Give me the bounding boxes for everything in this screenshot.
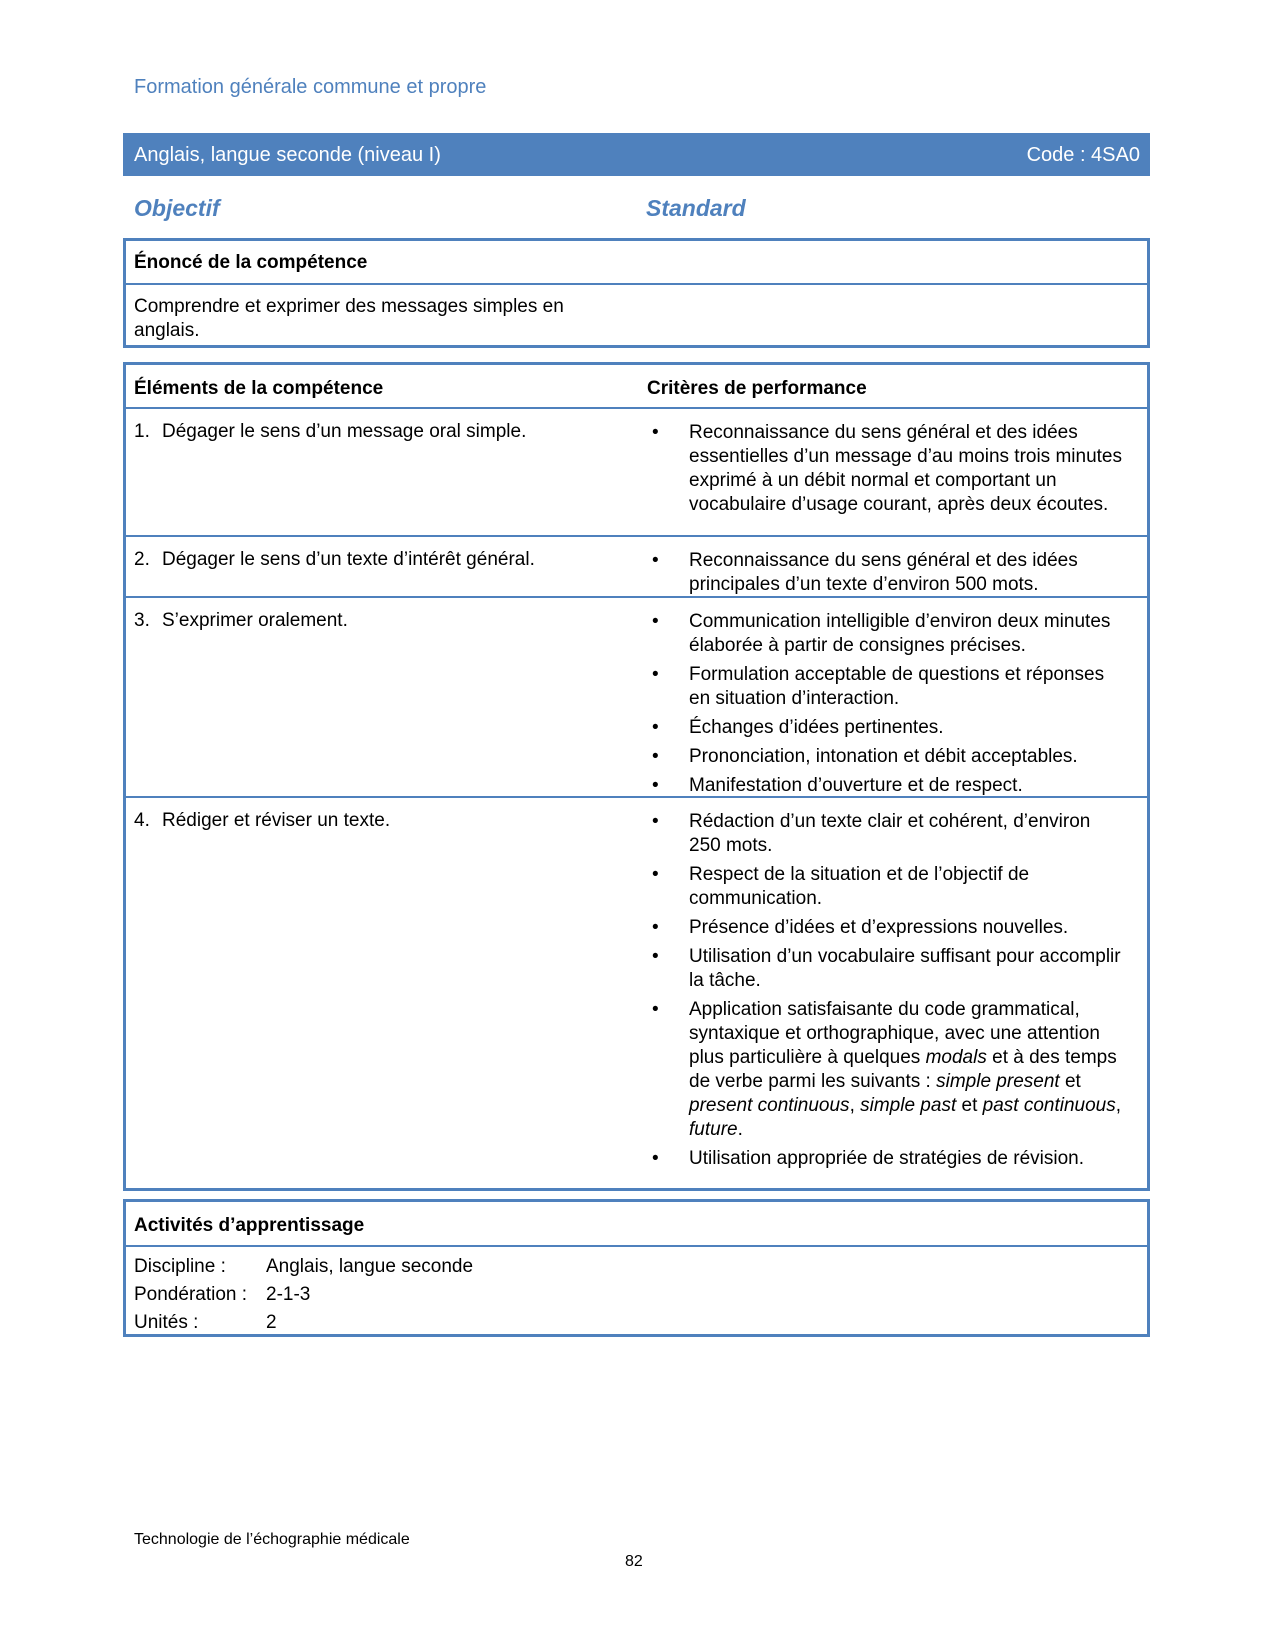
element-number: 2. xyxy=(134,549,150,570)
col-header-elements: Éléments de la compétence xyxy=(134,378,384,399)
element-label: Dégager le sens d’un texte d’intérêt général. xyxy=(162,549,535,570)
table-row xyxy=(126,537,1147,598)
ponderation-line xyxy=(134,1284,310,1306)
activities-header xyxy=(126,1202,1147,1247)
element-label: S’exprimer oralement. xyxy=(162,610,348,631)
criteria-list xyxy=(647,610,1127,803)
criterion-item: • Formulation acceptable de questions et réponses en situation d’interaction. xyxy=(647,663,1127,711)
criterion-item: • Reconnaissance du sens général et des idées principales d’un texte d’environ 500 mots. xyxy=(647,549,1127,597)
criterion-item: • Prononciation, intonation et débit acceptables. xyxy=(647,745,1127,769)
criterion-item: • Échanges d’idées pertinentes. xyxy=(647,716,1127,740)
criterion-item: • Communication intelligible d’environ deux minutes élaborée à partir de consignes précises. xyxy=(647,610,1127,658)
competence-statement: Comprendre et exprimer des messages simples en anglais. xyxy=(134,296,564,341)
criterion-item: • Respect de la situation et de l’objectif de communication. xyxy=(647,863,1127,911)
element-number: 4. xyxy=(134,810,150,831)
element-number: 1. xyxy=(134,421,150,442)
criterion-item: • Rédaction d’un texte clair et cohérent, d’environ 250 mots. xyxy=(647,810,1127,858)
objective-label: Objectif xyxy=(134,195,220,221)
criterion-item: • Utilisation appropriée de stratégies de révision. xyxy=(647,1147,1127,1171)
course-title: Anglais, langue seconde (niveau I) xyxy=(134,144,441,166)
element-text xyxy=(134,421,526,443)
ponderation-label: Pondération : xyxy=(134,1284,248,1305)
element-label: Rédiger et réviser un texte. xyxy=(162,810,391,831)
element-text xyxy=(134,810,390,832)
element-label: Dégager le sens d’un message oral simple. xyxy=(162,421,527,442)
element-number: 3. xyxy=(134,610,150,631)
table-header xyxy=(126,365,1147,409)
col-header-criteria: Critères de performance xyxy=(647,378,867,399)
standard-label: Standard xyxy=(646,195,746,221)
criterion-item: • Utilisation d’un vocabulaire suffisant pour accomplir la tâche. xyxy=(647,945,1127,993)
criterion-item: • Application satisfaisante du code grammatical, syntaxique et orthographique, avec une attention plus particulière à quelques modals et à des temps de verbe parmi les suivants : simple present et present continuous, simple past et past continuous, future. xyxy=(647,998,1127,1142)
criteria-list xyxy=(647,549,1127,602)
criterion-item: • Manifestation d’ouverture et de respect. xyxy=(647,774,1127,798)
footer-program: Technologie de l’échographie médicale xyxy=(134,1531,410,1548)
competence-header xyxy=(126,241,1147,285)
competence-box xyxy=(123,238,1150,348)
criterion-item: • Présence d’idées et d’expressions nouvelles. xyxy=(647,916,1127,940)
element-text xyxy=(134,549,535,571)
header-top-title: Formation générale commune et propre xyxy=(134,76,487,98)
unites-value: 2 xyxy=(266,1312,277,1333)
table-row xyxy=(126,598,1147,798)
unites-line xyxy=(134,1312,277,1334)
discipline-line xyxy=(134,1256,473,1278)
element-text xyxy=(134,610,348,632)
course-code: Code : 4SA0 xyxy=(1026,144,1140,166)
competence-heading: Énoncé de la compétence xyxy=(134,252,368,273)
course-banner xyxy=(123,133,1150,176)
table-row xyxy=(126,409,1147,537)
ponderation-value: 2-1-3 xyxy=(266,1284,311,1305)
discipline-label: Discipline : xyxy=(134,1256,226,1277)
elements-criteria-table xyxy=(123,362,1150,1191)
unites-label: Unités : xyxy=(134,1312,199,1333)
activities-heading: Activités d’apprentissage xyxy=(134,1215,365,1236)
table-row xyxy=(126,798,1147,1188)
criterion-item: • Reconnaissance du sens général et des idées essentielles d’un message d’au moins trois minutes exprimé à un débit normal et comportant un vocabulaire d’usage courant, après deux écoutes. xyxy=(647,421,1127,517)
criteria-list xyxy=(647,421,1127,522)
page-number: 82 xyxy=(625,1553,643,1570)
criteria-list xyxy=(647,810,1127,1176)
discipline-value: Anglais, langue seconde xyxy=(266,1256,474,1277)
activities-box xyxy=(123,1199,1150,1337)
